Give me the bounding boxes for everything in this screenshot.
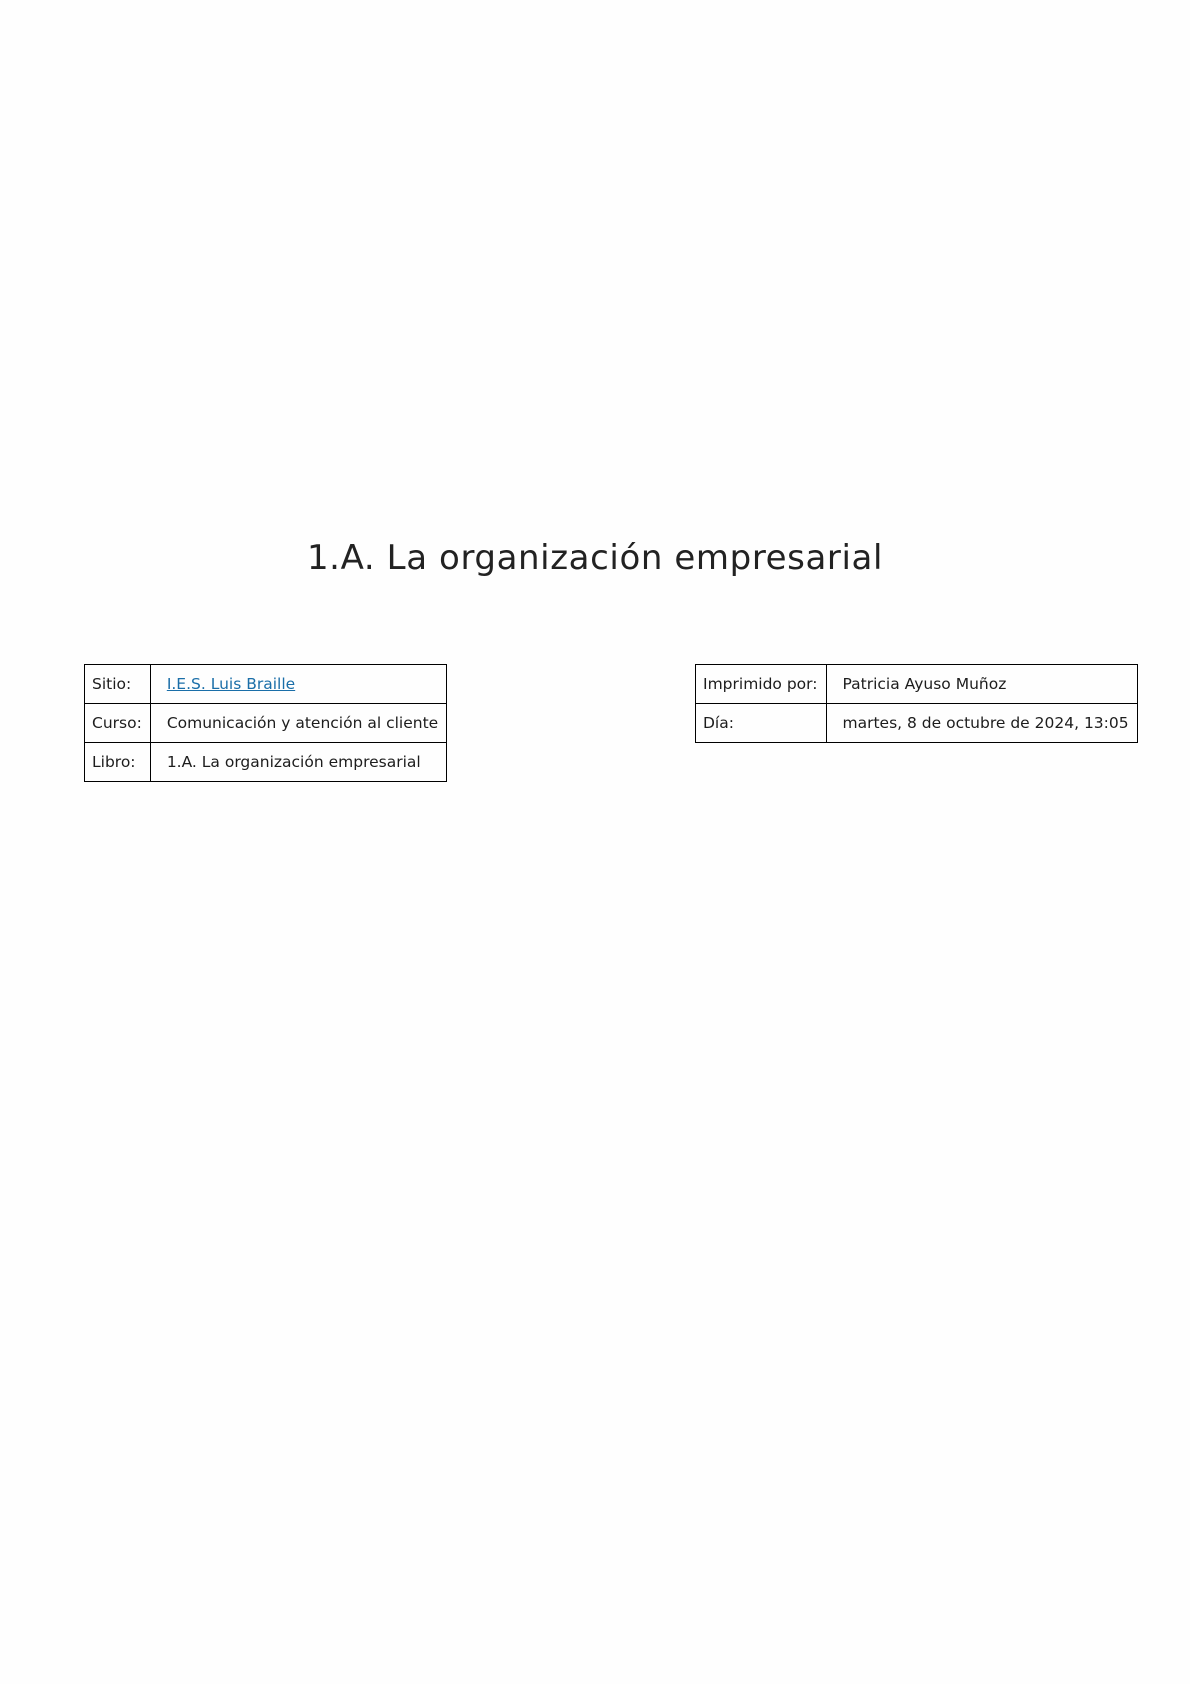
book-info-table	[84, 664, 447, 782]
table-row-course	[85, 704, 447, 743]
printed-by-label: Imprimido por:	[696, 665, 827, 704]
site-value	[150, 665, 446, 704]
date-label: Día:	[696, 704, 827, 743]
site-link[interactable]: I.E.S. Luis Braille	[166, 675, 296, 693]
table-row-printed-by	[696, 665, 1138, 704]
table-row-site	[85, 665, 447, 704]
course-label: Curso:	[85, 704, 151, 743]
table-row-date	[696, 704, 1138, 743]
book-label: Libro:	[85, 743, 151, 782]
printed-by-value: Patricia Ayuso Muñoz	[826, 665, 1137, 704]
page-title: 1.A. La organización empresarial	[306, 538, 884, 578]
table-row-book	[85, 743, 447, 782]
course-value: Comunicación y atención al cliente	[150, 704, 446, 743]
site-label: Sitio:	[85, 665, 151, 704]
print-info-table	[695, 664, 1138, 743]
book-value: 1.A. La organización empresarial	[150, 743, 446, 782]
date-value: martes, 8 de octubre de 2024, 13:05	[826, 704, 1137, 743]
